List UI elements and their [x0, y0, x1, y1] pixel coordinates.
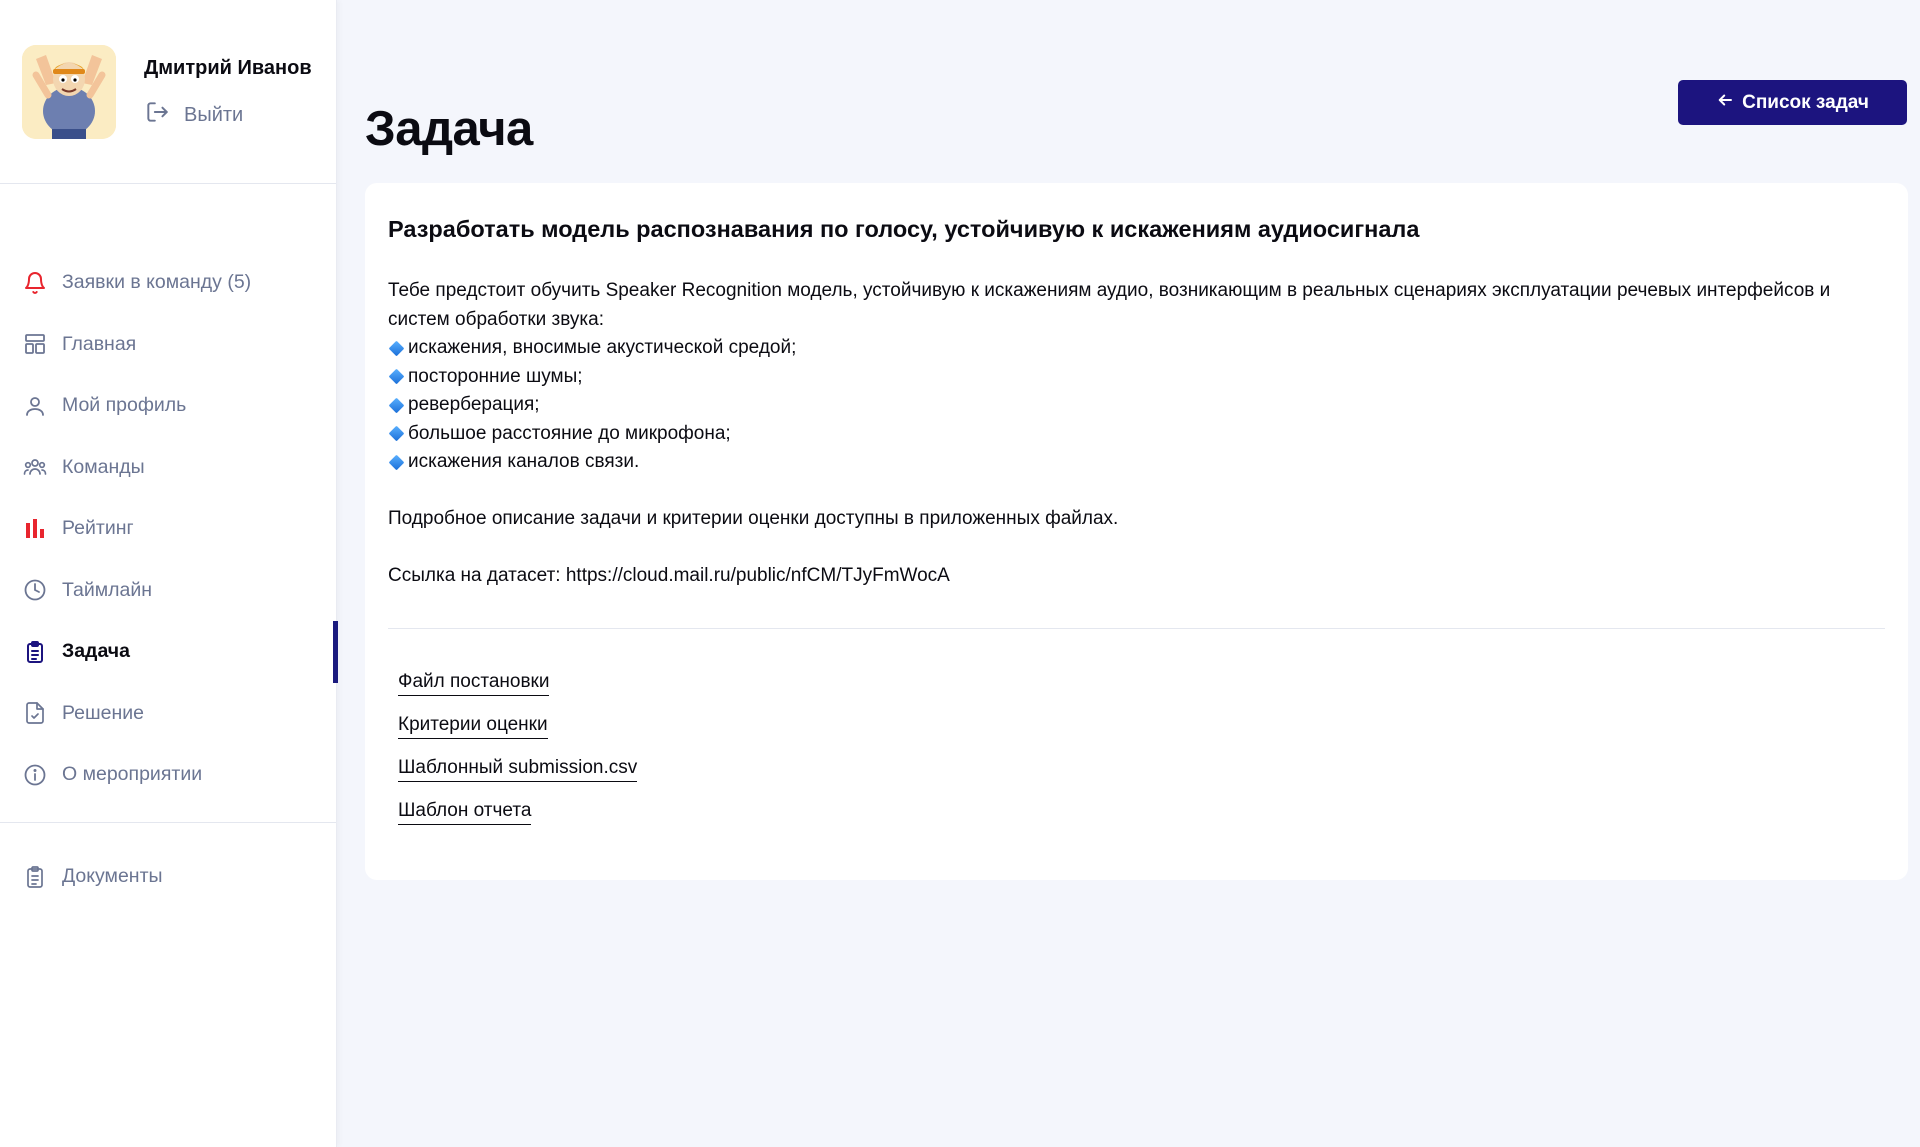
file-link-submission-template[interactable]: Шаблонный submission.csv	[398, 757, 637, 782]
sidebar-item-about-event[interactable]	[0, 744, 336, 806]
blue-diamond-icon	[388, 368, 405, 385]
arrow-left-icon	[1716, 91, 1734, 115]
logout-icon	[144, 99, 170, 131]
sidebar-item-label: Команды	[62, 455, 145, 478]
blue-diamond-icon	[388, 425, 405, 442]
file-link-report-template[interactable]: Шаблон отчета	[398, 800, 531, 825]
sidebar-item-label: Задача	[62, 640, 130, 663]
sidebar-item-team-requests[interactable]	[0, 252, 336, 314]
blue-diamond-icon	[388, 340, 405, 357]
users-icon	[22, 454, 48, 480]
avatar	[22, 45, 116, 139]
sidebar-item-solution[interactable]	[0, 683, 336, 745]
task-title: Разработать модель распознавания по голосу, устойчивую к искажениям аудиосигнала	[388, 216, 1420, 242]
info-icon	[22, 762, 48, 788]
bell-icon	[22, 270, 48, 296]
page-title: Задача	[365, 101, 533, 156]
sidebar-divider	[0, 822, 336, 823]
dataset-link: Ссылка на датасет: https://cloud.mail.ru/public/nfCM/TJyFmWocA	[388, 565, 950, 586]
sidebar-item-label: Документы	[62, 865, 163, 888]
user-icon	[22, 393, 48, 419]
task-intro: Тебе предстоит обучить Speaker Recognition модель, устойчивую к искажениям аудио, возникающим в реальных сценариях эксплуатации речевых интерфейсов и систем обработки звука:	[388, 280, 1831, 330]
task-details: Подробное описание задачи и критерии оценки доступны в приложенных файлах.	[388, 508, 1119, 529]
sidebar-item-label: Рейтинг	[62, 517, 134, 540]
sidebar-item-task[interactable]	[0, 621, 336, 683]
sidebar-item-label: Главная	[62, 332, 137, 355]
task-description	[388, 277, 1888, 591]
list-item	[388, 363, 1888, 392]
sidebar-item-label: Мой профиль	[62, 394, 187, 417]
file-link-statement[interactable]: Файл постановки	[398, 671, 549, 696]
list-item	[388, 334, 1888, 363]
list-item	[388, 448, 1888, 477]
sidebar-item-teams[interactable]	[0, 437, 336, 499]
back-to-task-list-button[interactable]	[1678, 80, 1907, 125]
attached-files	[398, 671, 637, 843]
sidebar-item-label: Решение	[62, 701, 144, 724]
blue-diamond-icon	[388, 397, 405, 414]
sidebar	[0, 0, 337, 1147]
logout-button[interactable]	[144, 99, 243, 131]
card-divider	[388, 628, 1885, 629]
clipboard-icon	[22, 864, 48, 890]
sidebar-item-label: Таймлайн	[62, 578, 153, 601]
file-check-icon	[22, 700, 48, 726]
sidebar-item-label: О мероприятии	[62, 763, 203, 786]
clock-icon	[22, 577, 48, 603]
sidebar-item-home[interactable]	[0, 314, 336, 376]
list-item-text: реверберация;	[408, 394, 540, 415]
sidebar-item-rating[interactable]	[0, 498, 336, 560]
back-button-label: Список задач	[1742, 91, 1869, 113]
sidebar-item-label: Заявки в команду (5)	[62, 271, 252, 294]
layout-icon	[22, 331, 48, 357]
logout-label: Выйти	[184, 103, 244, 126]
sidebar-divider	[0, 183, 336, 184]
blue-diamond-icon	[388, 454, 405, 471]
file-link-criteria[interactable]: Критерии оценки	[398, 714, 548, 739]
sidebar-item-documents[interactable]	[0, 846, 336, 908]
user-name: Дмитрий Иванов	[144, 57, 312, 79]
sidebar-nav	[0, 252, 336, 806]
bar-chart-icon	[22, 516, 48, 542]
list-item-text: искажения, вносимые акустической средой;	[408, 337, 797, 358]
sidebar-item-profile[interactable]	[0, 375, 336, 437]
list-item-text: посторонние шумы;	[408, 365, 583, 387]
avatar-cartoon-image	[22, 45, 116, 139]
list-item-text: искажения каналов связи.	[408, 451, 640, 472]
list-item	[388, 420, 1888, 449]
list-item	[388, 391, 1888, 420]
user-profile	[22, 45, 322, 141]
clipboard-list-icon	[22, 639, 48, 665]
list-item-text: большое расстояние до микрофона;	[408, 422, 731, 444]
task-card	[365, 183, 1908, 880]
sidebar-item-timeline[interactable]	[0, 560, 336, 622]
